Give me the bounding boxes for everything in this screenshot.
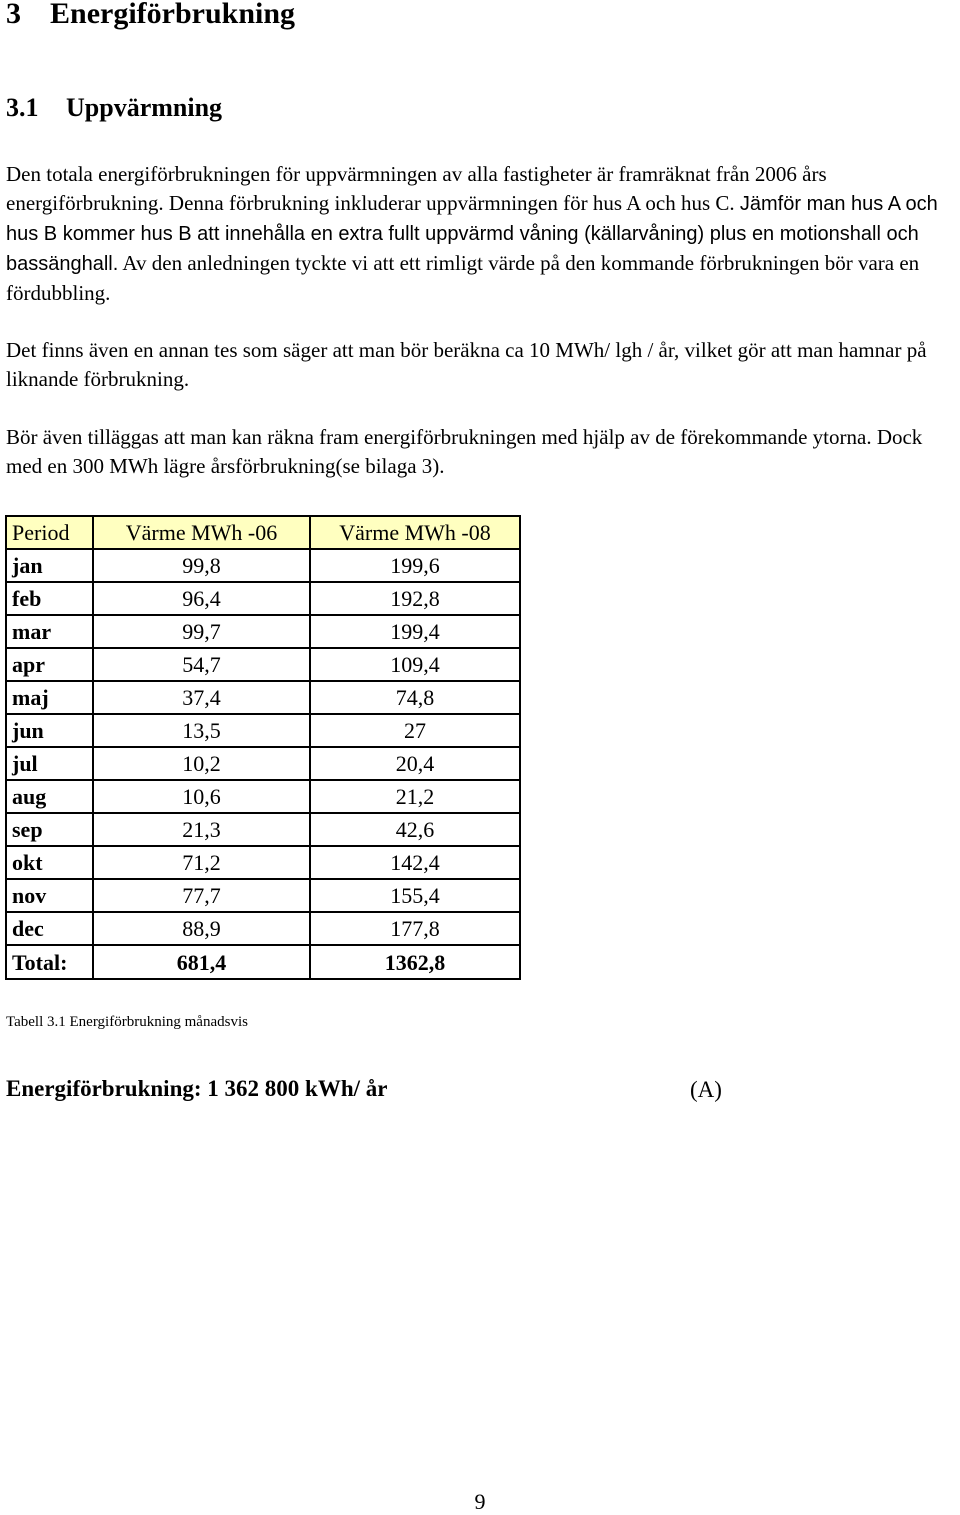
section-heading	[6, 0, 295, 32]
table-header-row	[6, 516, 520, 549]
summary-marker: (A)	[690, 1077, 722, 1102]
section-number: 3	[6, 0, 21, 30]
period-cell: sep	[6, 813, 93, 846]
table-row	[6, 582, 520, 615]
paragraph-alternative-thesis: Det finns även en annan tes som säger att man bör beräkna ca 10 MWh/ lgh / år, vilket gör att man hamnar på liknande förbrukning.	[6, 338, 927, 391]
heat-06-cell: 54,7	[93, 648, 310, 681]
heat-06-cell: 13,5	[93, 714, 310, 747]
energy-table	[5, 515, 521, 980]
heat-08-cell: 74,8	[310, 681, 520, 714]
heat-06-cell: 96,4	[93, 582, 310, 615]
total-heat-08-cell: 1362,8	[310, 945, 520, 979]
energy-summary: Energiförbrukning: 1 362 800 kWh/ år	[6, 1076, 388, 1101]
table-row	[6, 780, 520, 813]
paragraph-heating-basis	[6, 160, 956, 308]
total-heat-06-cell: 681,4	[93, 945, 310, 979]
heat-08-cell: 155,4	[310, 879, 520, 912]
heat-08-cell: 177,8	[310, 912, 520, 945]
period-cell: dec	[6, 912, 93, 945]
paragraph-text: Av den anledningen tyckte vi att ett rimligt värde på den kommande förbrukningen bör vara en fördubbling.	[6, 251, 920, 305]
heat-08-cell: 199,4	[310, 615, 520, 648]
subsection-number: 3.1	[6, 93, 39, 122]
table-row	[6, 549, 520, 582]
subsection-title: Uppvärmning	[66, 93, 223, 122]
paragraph-text: Den totala energiförbrukningen för uppvärmningen av alla fastigheter är framräknat från 2006 års energiförbrukning. Denna förbrukning inkluderar uppvärmningen för hus A och hus C.	[6, 162, 827, 215]
total-label-cell: Total:	[6, 945, 93, 979]
heat-06-cell: 21,3	[93, 813, 310, 846]
heat-08-cell: 42,6	[310, 813, 520, 846]
heat-06-cell: 77,7	[93, 879, 310, 912]
period-cell: jul	[6, 747, 93, 780]
heat-08-cell: 20,4	[310, 747, 520, 780]
heat-06-cell: 99,7	[93, 615, 310, 648]
heat-08-cell: 199,6	[310, 549, 520, 582]
page-number: 9	[474, 1489, 486, 1514]
table-row	[6, 648, 520, 681]
period-cell: jun	[6, 714, 93, 747]
subsection-heading	[6, 92, 222, 124]
heat-06-cell: 88,9	[93, 912, 310, 945]
table-row	[6, 747, 520, 780]
table-row	[6, 912, 520, 945]
heat-08-cell: 21,2	[310, 780, 520, 813]
column-header-period: Period	[6, 516, 93, 549]
table-row	[6, 681, 520, 714]
period-cell: okt	[6, 846, 93, 879]
heat-08-cell: 109,4	[310, 648, 520, 681]
heat-06-cell: 10,6	[93, 780, 310, 813]
heat-08-cell: 192,8	[310, 582, 520, 615]
section-title: Energiförbrukning	[50, 0, 296, 30]
paragraph-text-comparison: Jämför man hus A och hus B kommer hus B att innehålla en extra fullt uppvärmd våning (källarvåning) plus en motionshall och bassänghall.	[6, 193, 938, 275]
heat-06-cell: 37,4	[93, 681, 310, 714]
table-caption: Tabell 3.1 Energiförbrukning månadsvis	[6, 1014, 248, 1030]
heat-06-cell: 10,2	[93, 747, 310, 780]
column-header-heat-06: Värme MWh -06	[93, 516, 310, 549]
period-cell: mar	[6, 615, 93, 648]
period-cell: maj	[6, 681, 93, 714]
table-row	[6, 714, 520, 747]
table-total-row	[6, 945, 520, 979]
period-cell: nov	[6, 879, 93, 912]
period-cell: jan	[6, 549, 93, 582]
heat-08-cell: 27	[310, 714, 520, 747]
column-header-heat-08: Värme MWh -08	[310, 516, 520, 549]
heat-08-cell: 142,4	[310, 846, 520, 879]
table-row	[6, 615, 520, 648]
period-cell: apr	[6, 648, 93, 681]
paragraph-area-method: Bör även tilläggas att man kan räkna fram energiförbrukningen med hjälp av de förekommande ytorna. Dock med en 300 MWh lägre årsförbrukning(se bilaga 3).	[6, 425, 923, 478]
heat-06-cell: 71,2	[93, 846, 310, 879]
period-cell: aug	[6, 780, 93, 813]
table-row	[6, 813, 520, 846]
table-row	[6, 846, 520, 879]
table-row	[6, 879, 520, 912]
period-cell: feb	[6, 582, 93, 615]
heat-06-cell: 99,8	[93, 549, 310, 582]
